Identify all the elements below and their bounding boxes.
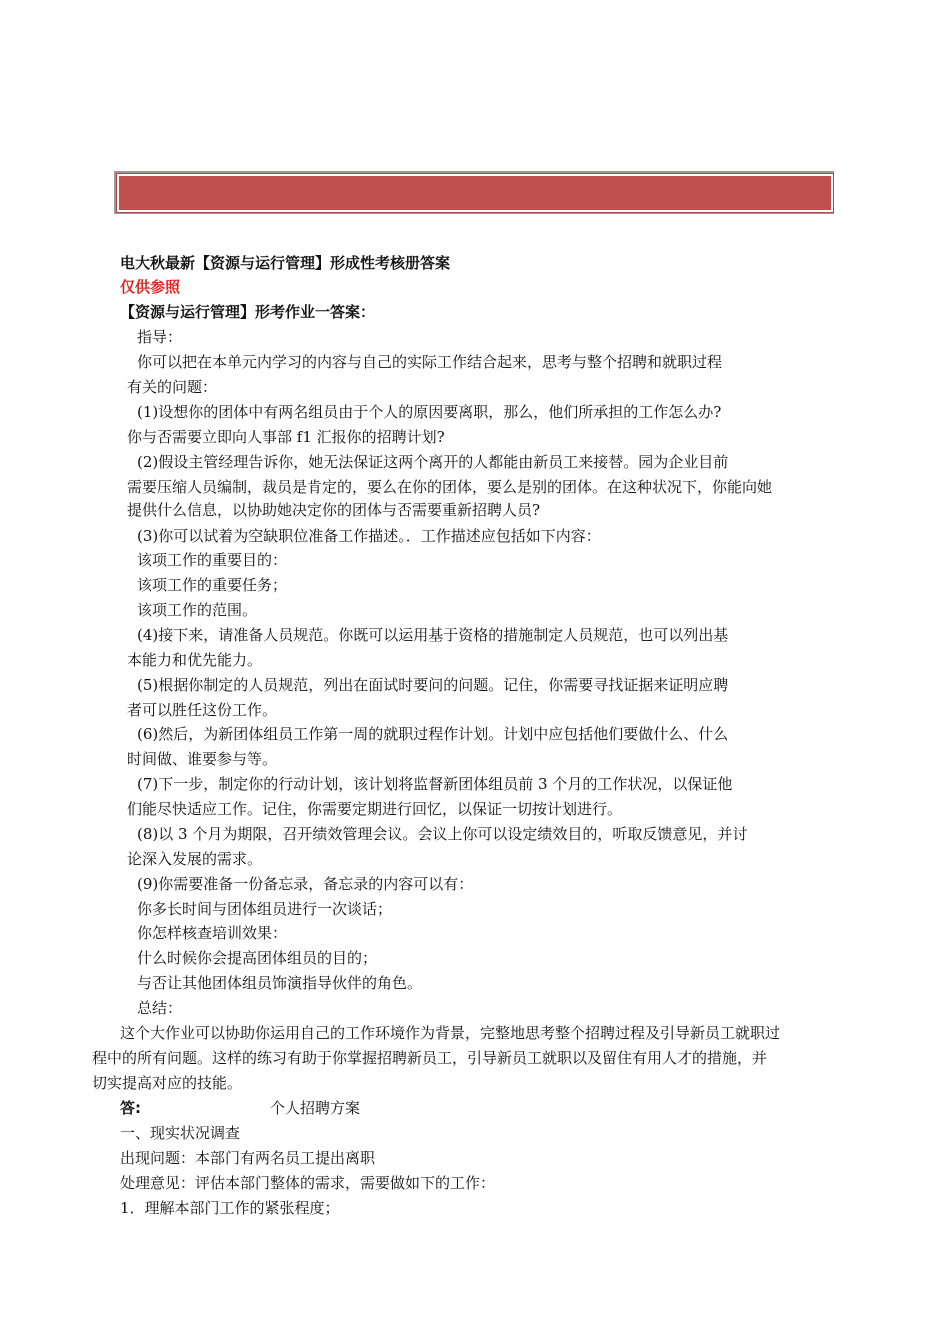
answer-label: 答: bbox=[120, 1099, 141, 1117]
handling-line: 处理意见：评估本部门整体的需求，需要做如下的工作： bbox=[120, 1174, 496, 1192]
summary-paragraph: 切实提高对应的技能。 bbox=[92, 1074, 243, 1092]
part-heading: 一、现实状况调查 bbox=[120, 1124, 241, 1142]
list-item: 该项工作的重要目的： bbox=[137, 551, 288, 569]
question-8: (8)以 3 个月为期限，召开绩效管理会议。会议上你可以设定绩效目的，听取反馈意见，并讨 bbox=[137, 825, 748, 843]
question-1-cont: 你与否需要立即向人事部 f1 汇报你的招聘计划? bbox=[127, 428, 445, 446]
reference-notice: 仅供参照 bbox=[120, 278, 181, 296]
summary-paragraph: 程中的所有问题。这样的练习有助于你掌握招聘新员工，引导新员工就职以及留住有用人才的措施，并 bbox=[92, 1049, 768, 1067]
question-1: (1)设想你的团体中有两名组员由于个人的原因要离职，那么，他们所承担的工作怎么办? bbox=[137, 403, 722, 421]
step-item: 1．理解本部门工作的紧张程度； bbox=[120, 1199, 340, 1217]
question-7-cont: 们能尽快适应工作。记住，你需要定期进行回忆，以保证一切按计划进行。 bbox=[127, 800, 623, 818]
guide-label: 指导： bbox=[137, 328, 183, 346]
header-banner bbox=[117, 174, 833, 212]
section-heading: 【资源与运行管理】形考作业一答案： bbox=[120, 303, 376, 321]
question-7: (7)下一步，制定你的行动计划，该计划将监督新团体组员前 3 个月的工作状况，以保证他 bbox=[137, 775, 733, 793]
answer-title: 个人招聘方案 bbox=[270, 1099, 361, 1117]
question-2-cont: 需要压缩人员编制，裁员是肯定的，要么在你的团体，要么是别的团体。在这种状况下，你能向她 bbox=[127, 478, 773, 496]
question-6-cont: 时间做、谁要参与等。 bbox=[127, 750, 278, 768]
question-4-cont: 本能力和优先能力。 bbox=[127, 651, 263, 669]
question-9: (9)你需要准备一份备忘录，备忘录的内容可以有： bbox=[137, 875, 474, 893]
summary-paragraph: 这个大作业可以协助你运用自己的工作环境作为背景，完整地思考整个招聘过程及引导新员工就职过 bbox=[120, 1024, 781, 1042]
question-4: (4)接下来，请准备人员规范。你既可以运用基于资格的措施制定人员规范，也可以列出基 bbox=[137, 626, 729, 644]
question-5-cont: 者可以胜任这份工作。 bbox=[127, 701, 278, 719]
list-item: 与否让其他团体组员饰演指导伙伴的角色。 bbox=[137, 974, 423, 992]
list-item: 该项工作的范围。 bbox=[137, 601, 258, 619]
question-2: (2)假设主管经理告诉你，她无法保证这两个离开的人都能由新员工来接替。园为企业目前 bbox=[137, 453, 729, 471]
list-item: 你怎样核查培训效果： bbox=[137, 924, 288, 942]
intro-line: 你可以把在本单元内学习的内容与自己的实际工作结合起来，思考与整个招聘和就职过程 bbox=[137, 353, 723, 371]
question-8-cont: 论深入发展的需求。 bbox=[127, 850, 263, 868]
question-2-cont: 提供什么信息，以协助她决定你的团体与否需要重新招聘人员? bbox=[127, 501, 541, 519]
list-item: 该项工作的重要任务； bbox=[137, 576, 288, 594]
question-3: (3)你可以试着为空缺职位准备工作描述。．工作描述应包括如下内容： bbox=[137, 527, 601, 545]
intro-line: 有关的问题： bbox=[127, 378, 218, 396]
document-title: 电大秋最新【资源与运行管理】形成性考核册答案 bbox=[120, 254, 451, 272]
summary-label: 总结： bbox=[137, 999, 183, 1017]
list-item: 什么时候你会提高团体组员的目的； bbox=[137, 949, 378, 967]
list-item: 你多长时间与团体组员进行一次谈话； bbox=[137, 900, 393, 918]
question-6: (6)然后，为新团体组员工作第一周的就职过程作计划。计划中应包括他们要做什么、什么 bbox=[137, 725, 729, 743]
question-5: (5)根据你制定的人员规范，列出在面试时要问的问题。记住，你需要寻找证据来证明应聘 bbox=[137, 676, 729, 694]
problem-line: 出现问题：本部门有两名员工提出离职 bbox=[120, 1149, 376, 1167]
